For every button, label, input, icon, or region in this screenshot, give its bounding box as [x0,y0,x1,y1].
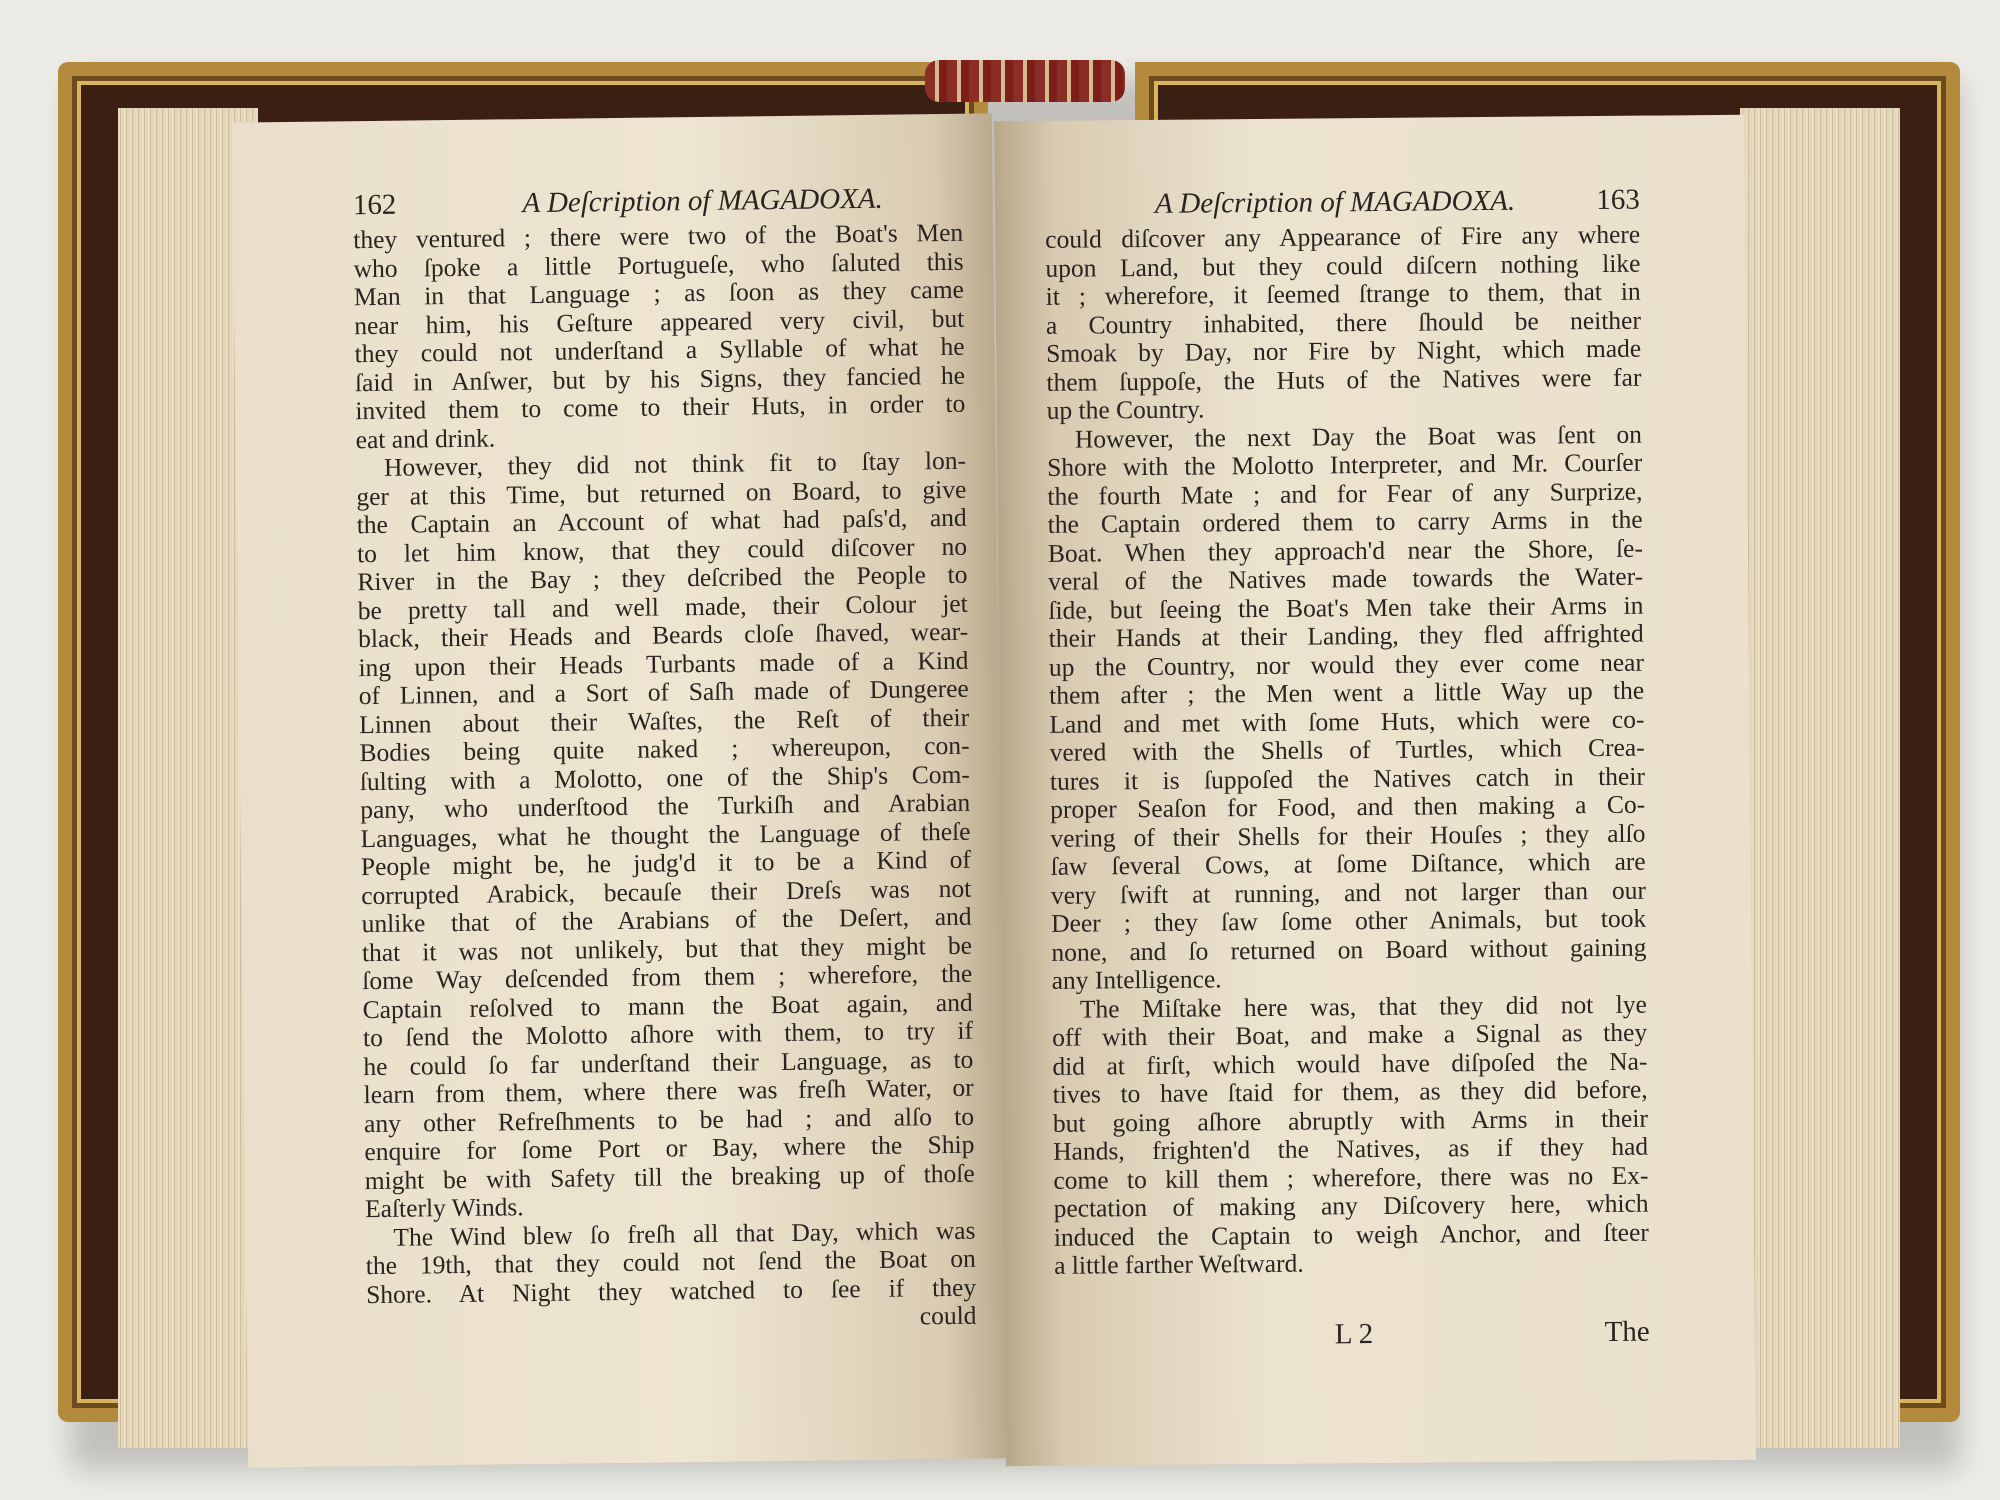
text-line: be pretty tall and well made, their Colour jet [357,588,968,625]
text-line: induced the Captain to weigh Anchor, and ſteer [1053,1217,1649,1252]
text-line: pany, who underſtood the Turkiſh and Arabian [360,787,971,825]
text-line: to ſend the Molotto aſhore with them, to try if [362,1015,974,1053]
text-line: learn from them, where there was freſh Water, or [363,1072,974,1110]
text-line: ing upon their Heads Turbants made of a Kind [358,645,969,682]
page-number: 163 [1596,183,1640,217]
text-line: tures it is ſuppoſed the Natives catch in their [1049,761,1646,796]
text-line: did at firſt, which would have diſpoſed the Na- [1052,1046,1648,1081]
text-line: could [919,1300,977,1331]
text-line: their Hands at their Landing, they fled affrighted [1048,618,1644,653]
text-line: ſide, but ſeeing the Boat's Men take their Arms in [1048,590,1644,625]
text-line: However, the next Day the Boat was ſent on [1074,419,1643,454]
text-line: the Captain an Account of what had paſs'd, and [356,502,967,540]
text-line: Linnen about their Waſtes, the Reſt of their [358,702,970,739]
page-number: 162 [352,188,397,222]
text-line: the 19th, that they could not ſend the Boat on [365,1243,976,1281]
text-line: unlike that of the Arabians of the Deſert, and [361,901,972,939]
text-line: Bodies being quite naked ; whereupon, con- [359,730,970,768]
text-line: they could not underſtand a Syllable of what he [354,331,965,369]
page-edges-right [1740,108,1900,1448]
text-line: The Wind blew ſo freſh all that Day, which was [393,1215,976,1252]
text-line: any other Refreſhments to be had ; and alſo to [363,1101,975,1138]
text-line: none, and ſo returned on Board without gaining [1051,932,1647,967]
catchword: The [1604,1315,1650,1348]
text-line: ſaid in Anſwer, but by his Signs, they fancied he [354,360,966,397]
text-line: black, their Heads and Beards cloſe ſhaved, wear- [357,616,969,654]
text-line: ger at this Time, but returned on Board, to give [356,474,967,511]
page-footer [1055,1315,1650,1353]
text-line: Deer ; they ſaw ſome other Animals, but took [1051,903,1647,938]
text-line: However, they did not think fit to ſtay lon- [383,445,967,482]
text-line: Smoak by Day, nor Fire by Night, which made [1046,333,1642,368]
text-line: Languages, what he thought the Language of theſe [360,816,971,853]
text-line: Boat. When they approach'd near the Shore, ſe- [1047,533,1644,568]
text-line: River in the Bay ; they deſcribed the People to [357,559,968,597]
text-line: Hands, frighten'd the Natives, as if they had [1053,1131,1649,1166]
headband [925,60,1125,102]
text-line: veral of the Natives made towards the Water- [1048,561,1644,596]
text-line: of Linnen, and a Sort of Saſh made of Dungeree [358,673,969,711]
page-text [353,219,977,1338]
text-line: tives to have ſtaid for them, as they did before, [1052,1074,1648,1109]
running-title: A Deſcription of MAGADOXA. [1154,184,1516,220]
text-line: it ; wherefore, it ſeemed ſtrange to them, that in [1045,276,1641,311]
text-line: the Captain ordered them to carry Arms in the [1047,504,1643,539]
text-line: a Country inhabited, there ſhould be neither [1045,305,1642,340]
signature-mark: L 2 [1334,1317,1374,1350]
text-line: a little farther Weſtward. [1054,1248,1304,1280]
text-line: that it was not unlikely, but that they might be [361,930,973,967]
running-head-left [353,182,963,222]
text-line: Land and met with ſome Huts, which were co- [1049,704,1645,739]
text-line: ſaw ſeveral Cows, at ſome Diſtance, which are [1050,846,1646,881]
text-line: he could ſo far underſtand their Language, as to [363,1044,974,1081]
text-line: who ſpoke a little Portugueſe, who ſaluted this [353,246,964,283]
text-line: to let him know, that they could diſcover no [356,531,968,568]
text-line: Eaſterly Winds. [364,1192,524,1224]
text-line: Shore. At Night they watched to ſee if they [365,1272,977,1309]
text-line: off with their Boat, and make a Signal as they [1052,1017,1648,1052]
text-line: eat and drink. [355,422,496,454]
text-line: invited them to come to their Huts, in order to [355,388,966,426]
text-line: very ſwift at running, and not larger than our [1050,875,1647,910]
text-line: upon Land, but they could diſcern nothing like [1045,248,1641,283]
text-line: could diſcover any Appearance of Fire any where [1045,219,1641,254]
text-line: Shore with the Molotto Interpreter, and Mr. Courſer [1047,447,1643,482]
text-line: Man in that Language ; as ſoon as they came [353,274,965,312]
text-line: come to kill them ; wherefore, there was no Ex- [1053,1160,1649,1195]
text-line: but going aſhore abruptly with Arms in their [1052,1103,1648,1138]
text-line: might be with Safety till the breaking up of thoſe [364,1158,975,1195]
text-line: up the Country. [1046,394,1205,425]
text-line: they ventured ; there were two of the Boat's Men [353,217,964,255]
text-line: vering of their Shells for their Houſes ; they alſo [1050,818,1646,853]
text-line: ſulting with a Molotto, one of the Ship's Com- [359,759,970,796]
running-head-right [1045,184,1640,222]
text-line: the fourth Mate ; and for Fear of any Surprize, [1047,476,1643,511]
text-line: corrupted Arabick, becauſe their Dreſs was not [361,873,972,910]
text-line: vered with the Shells of Turtles, which Crea- [1049,732,1645,767]
text-line: proper Seaſon for Food, and then making a Co- [1050,789,1646,824]
text-line: near him, his Geſture appeared very civil, but [354,303,965,340]
page-text [1045,221,1649,1281]
text-line: The Miſtake here was, that they did not lye [1079,989,1647,1024]
text-line: ſome Way deſcended from them ; wherefore, the [362,958,973,996]
text-line: Captain reſolved to mann the Boat again, and [362,987,973,1024]
text-line: them ſuppoſe, the Huts of the Natives were far [1046,362,1642,397]
text-line: any Intelligence. [1051,964,1222,995]
text-line: pectation of making any Diſcovery here, which [1053,1188,1649,1223]
left-page [232,113,1008,1467]
text-line: them after ; the Men went a little Way up the [1049,675,1645,710]
running-title: A Deſcription of MAGADOXA. [522,182,883,220]
right-page [994,115,1756,1466]
text-line: People might be, he judg'd it to be a Kind of [360,844,972,882]
text-line: up the Country, nor would they ever come near [1048,647,1645,682]
text-line: enquire for ſome Port or Bay, where the Ship [364,1129,975,1167]
